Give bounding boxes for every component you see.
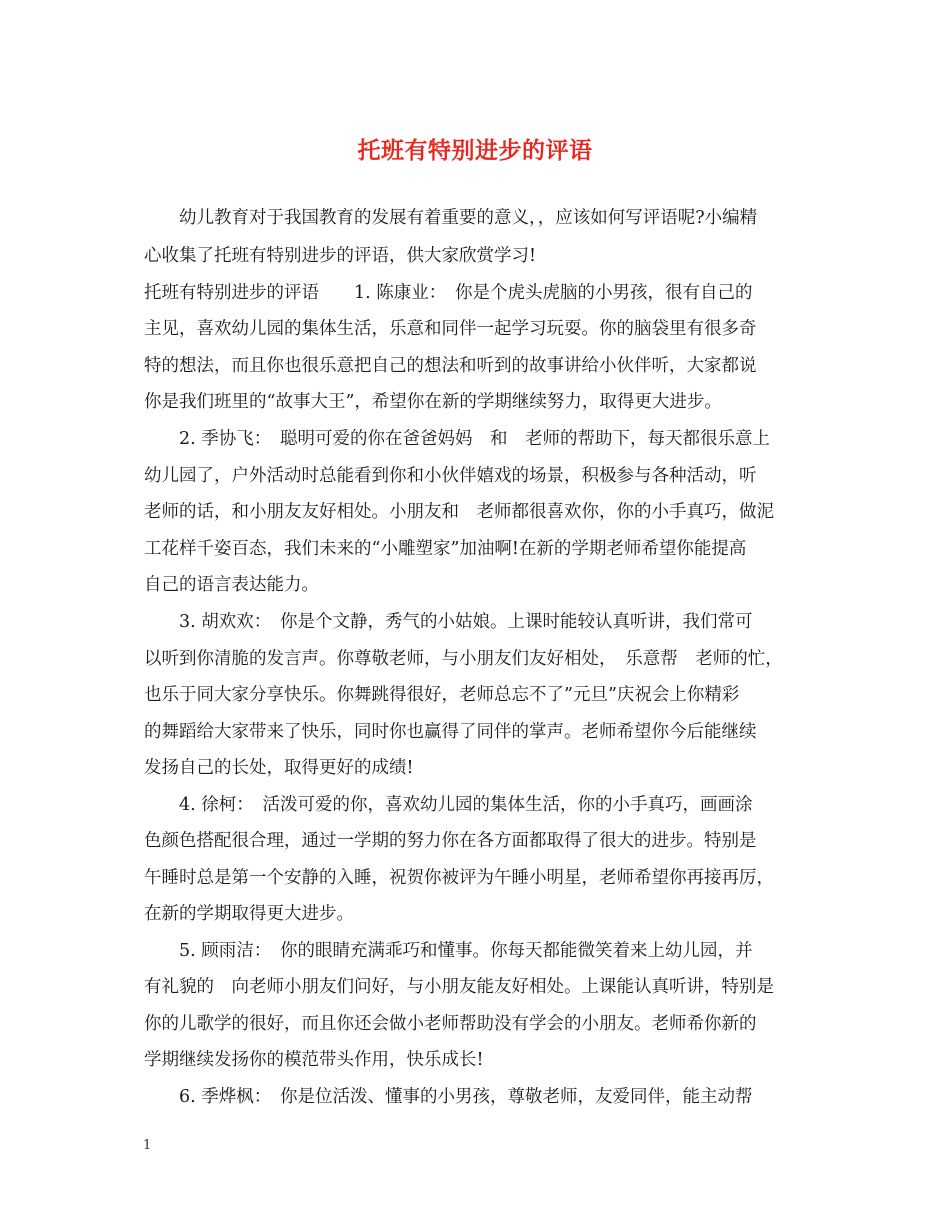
text-line: 6. 季烨枫： 你是位活泼、懂事的小男孩，尊敬老师，友爱同伴，能主动帮 xyxy=(179,1087,753,1107)
text-line: 4. 徐柯： 活泼可爱的你，喜欢幼儿园的集体生活，你的小手真巧，画画涂 xyxy=(179,795,753,815)
text-line: 你的儿歌学的很好，而且你还会做小老师帮助没有学会的小朋友。老师希你新的 xyxy=(144,1014,757,1034)
text-line: 午睡时总是第一个安静的入睡，祝贺你被评为午睡小明星，老师希望你再接再厉， xyxy=(144,868,774,888)
text-line: 幼儿教育对于我国教育的发展有着重要的意义，，应该如何写评语呢?小编精 xyxy=(179,208,758,228)
text-line: 特的想法，而且你也很乐意把自己的想法和听到的故事讲给小伙伴听，大家都说 xyxy=(144,356,757,376)
page-number: 1 xyxy=(143,1138,152,1153)
text-line: 工花样千姿百态，我们未来的“小雕塑家”加油啊!在新的学期老师希望你能提高 xyxy=(144,539,747,559)
text-line: 主见，喜欢幼儿园的集体生活，乐意和同伴一起学习玩耍。你的脑袋里有很多奇 xyxy=(144,319,757,339)
text-line: 你是我们班里的“故事大王”，希望你在新的学期继续努力，取得更大进步。 xyxy=(144,392,722,412)
text-line: 学期继续发扬你的模范带头作用，快乐成长! xyxy=(144,1050,484,1070)
text-line: 的舞蹈给大家带来了快乐，同时你也赢得了同伴的掌声。老师希望你今后能继续 xyxy=(144,722,757,742)
text-line: 5. 顾雨洁： 你的眼睛充满乖巧和懂事。你每天都能微笑着来上幼儿园，并 xyxy=(179,941,753,961)
text-line: 以听到你清脆的发言声。你尊敬老师，与小朋友们友好相处， 乐意帮 老师的忙， xyxy=(144,649,783,669)
text-line: 发扬自己的长处，取得更好的成绩! xyxy=(144,758,414,778)
text-line: 有礼貌的 向老师小朋友们问好，与小朋友能友好相处。上课能认真听讲，特别是 xyxy=(144,977,774,997)
text-line: 也乐于同大家分享快乐。你舞跳得很好，老师总忘不了”元旦”庆祝会上你精彩 xyxy=(144,685,740,705)
text-line: 3. 胡欢欢： 你是个文静，秀气的小姑娘。上课时能较认真听讲，我们常可 xyxy=(179,612,753,632)
text-line: 幼儿园了，户外活动时总能看到你和小伙伴嬉戏的场景，积极参与各种活动，听 xyxy=(144,466,757,486)
text-line: 在新的学期取得更大进步。 xyxy=(144,904,354,924)
text-line: 自己的语言表达能力。 xyxy=(144,575,319,595)
text-line: 2. 季协飞： 聪明可爱的你在爸爸妈妈 和 老师的帮助下，每天都很乐意上 xyxy=(179,429,771,449)
text-line: 色颜色搭配很合理，通过一学期的努力你在各方面都取得了很大的进步。特别是 xyxy=(144,831,757,851)
text-line: 老师的话，和小朋友友好相处。小朋友和 老师都很喜欢你，你的小手真巧，做泥 xyxy=(144,502,774,522)
text-line: 托班有特别进步的评语 1. 陈康业： 你是个虎头虎脑的小男孩，很有自己的 xyxy=(144,283,753,303)
document-title: 托班有特别进步的评语 xyxy=(357,137,593,164)
text-line: 心收集了托班有特别进步的评语，供大家欣赏学习! xyxy=(144,246,537,266)
